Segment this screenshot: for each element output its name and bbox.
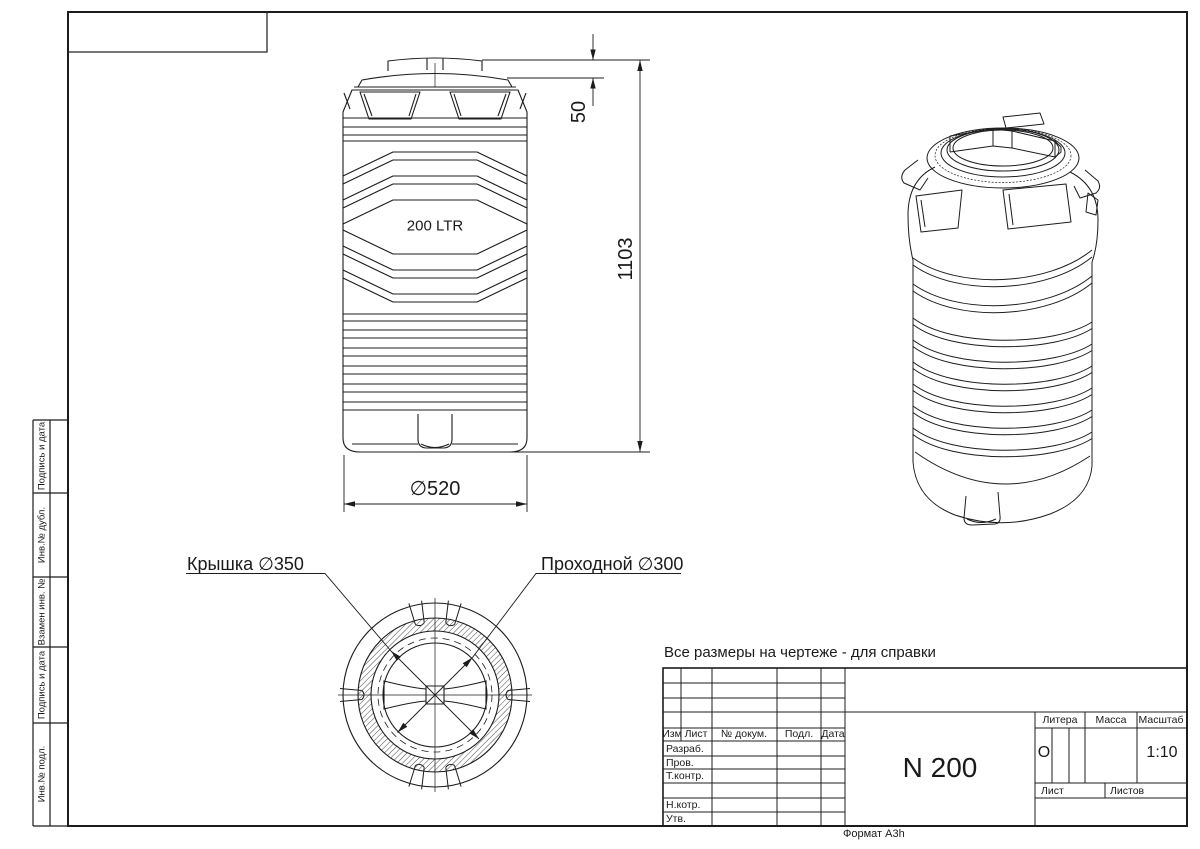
dim-lid-height-label: 50 (568, 100, 590, 124)
corner-stamp-box (68, 12, 267, 52)
sidebar-label-inv-podl: Инв.№ подл. (36, 745, 48, 803)
tb-mass-label: Масса (1095, 713, 1127, 726)
tb-litera-value: О (1037, 744, 1051, 761)
dimension-lines (344, 34, 650, 512)
bottom-outlet (352, 414, 518, 448)
iso-outlet (964, 492, 1000, 525)
sidebar-label-replace-inv: Взамен инв. № (36, 578, 48, 646)
tb-role-approved: Утв. (666, 812, 686, 825)
iso-cutouts (916, 184, 1098, 232)
dim-total-height-label: 1103 (615, 237, 637, 281)
tb-sheet-label: Лист (1041, 784, 1064, 797)
pass-diameter-label: Проходной ∅300 (541, 554, 684, 574)
top-view (186, 574, 681, 793)
dim-diameter-label: ∅520 (409, 478, 461, 500)
tb-scale-value: 1:10 (1146, 744, 1178, 761)
title-block-grid (663, 668, 1187, 826)
sidebar-label-inv-dupl: Инв.№ дубл. (36, 506, 48, 564)
tank-volume-label: 200 LTR (406, 217, 464, 235)
lid-diameter-label: Крышка ∅350 (187, 554, 304, 574)
plan-dimensions (186, 574, 681, 740)
horizontal-ribs (343, 314, 527, 410)
tb-designation: N 200 (902, 752, 978, 783)
tb-header-docnum: № докум. (720, 727, 768, 740)
front-view (343, 58, 527, 452)
format-note: Формат А3h (843, 828, 905, 840)
reference-note: Все размеры на чертеже - для справки (664, 644, 936, 661)
iso-back-tab (1003, 113, 1044, 128)
tb-role-ncontrol: Н.котр. (666, 798, 701, 811)
sidebar-label-sign-date-1: Подпись и дата (36, 421, 48, 491)
iso-lower-ribs (913, 318, 1092, 457)
tb-role-checked: Пров. (666, 756, 694, 769)
tb-header-list: Лист (684, 727, 708, 740)
sidebar-label-sign-date-2: Подпись и дата (36, 650, 48, 720)
tb-header-date: Дата (821, 727, 845, 740)
iso-view (902, 113, 1100, 525)
tb-scale-label: Масштаб (1138, 713, 1184, 726)
tb-header-izm: Изм (662, 727, 682, 740)
shoulder-recesses (344, 92, 526, 119)
tb-role-developed: Разраб. (666, 742, 704, 755)
tb-sheets-label: Листов (1110, 784, 1145, 797)
tb-litera-label: Литера (1042, 713, 1078, 726)
iso-upper-ribs (913, 250, 1092, 313)
tb-role-tcontrol: Т.контр. (666, 769, 705, 782)
frame (68, 12, 1187, 826)
thread-ellipse (935, 129, 1071, 183)
tb-header-podp: Подл. (784, 727, 814, 740)
